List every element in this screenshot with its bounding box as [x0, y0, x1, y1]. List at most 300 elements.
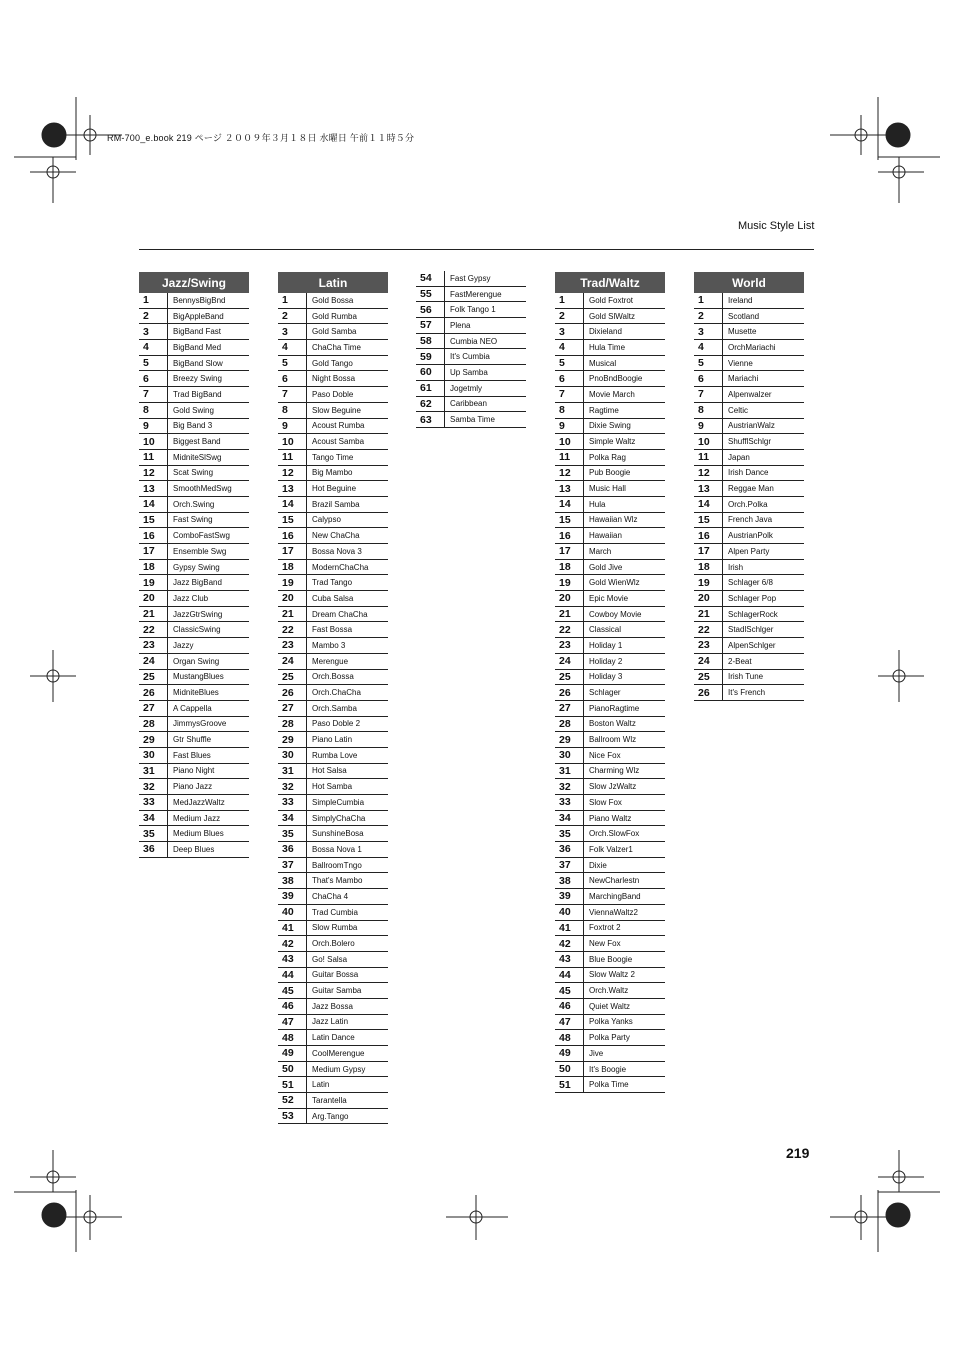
- style-name: Jive: [583, 1046, 665, 1061]
- style-name: Guitar Samba: [306, 983, 388, 998]
- style-name: Nice Fox: [583, 748, 665, 763]
- style-row: [555, 764, 665, 780]
- style-number: 58: [420, 335, 432, 348]
- style-name: Charming Wlz: [583, 764, 665, 779]
- style-number: 31: [559, 764, 571, 777]
- style-name: BennysBigBnd: [167, 293, 249, 308]
- style-name: Piano Night: [167, 764, 249, 779]
- style-row: [278, 936, 388, 952]
- style-number: 4: [143, 341, 149, 354]
- style-row: [555, 1015, 665, 1031]
- style-number: 39: [559, 890, 571, 903]
- style-number: 19: [559, 576, 571, 589]
- style-number: 22: [282, 623, 294, 636]
- style-number: 2: [143, 310, 149, 323]
- style-column-latin-continued: [416, 271, 526, 428]
- style-number: 3: [282, 325, 288, 338]
- style-row: [694, 387, 804, 403]
- style-name: Medium Jazz: [167, 811, 249, 826]
- style-number: 48: [282, 1031, 294, 1044]
- style-name: Dixieland: [583, 324, 665, 339]
- style-name: Latin: [306, 1077, 388, 1092]
- style-row: [694, 607, 804, 623]
- style-number: 61: [420, 382, 432, 395]
- style-number: 34: [143, 812, 155, 825]
- style-name: New Fox: [583, 936, 665, 951]
- style-number: 7: [143, 388, 149, 401]
- style-number: 21: [282, 608, 294, 621]
- style-row: [278, 701, 388, 717]
- style-row: [694, 591, 804, 607]
- style-number: 25: [698, 670, 710, 683]
- style-number: 12: [559, 466, 571, 479]
- style-number: 20: [143, 592, 155, 605]
- style-number: 9: [282, 419, 288, 432]
- style-name: Go! Salsa: [306, 952, 388, 967]
- style-name: Ragtime: [583, 403, 665, 418]
- style-row: [555, 1046, 665, 1062]
- style-name: Calypso: [306, 513, 388, 528]
- style-name: Brazil Samba: [306, 497, 388, 512]
- style-number: 8: [698, 404, 704, 417]
- style-row: [139, 309, 249, 325]
- style-number: 22: [143, 623, 155, 636]
- style-number: 15: [698, 513, 710, 526]
- style-number: 34: [559, 812, 571, 825]
- style-name: Fast Blues: [167, 748, 249, 763]
- style-name: Piano Jazz: [167, 779, 249, 794]
- style-name: Paso Doble: [306, 387, 388, 402]
- style-row: [555, 701, 665, 717]
- style-row: [278, 717, 388, 733]
- style-number: 6: [698, 372, 704, 385]
- section-title: Music Style List: [738, 220, 815, 232]
- style-name: Gold Samba: [306, 324, 388, 339]
- style-number: 1: [559, 294, 565, 307]
- style-row: [555, 1077, 665, 1093]
- style-row: [139, 324, 249, 340]
- style-name: Orch.Swing: [167, 497, 249, 512]
- style-row: [139, 701, 249, 717]
- style-number: 3: [698, 325, 704, 338]
- style-row: [555, 419, 665, 435]
- style-name: Bossa Nova 3: [306, 544, 388, 559]
- style-row: [694, 685, 804, 701]
- style-row: [555, 873, 665, 889]
- style-number: 57: [420, 319, 432, 332]
- style-row: [139, 779, 249, 795]
- style-row: [139, 795, 249, 811]
- style-number: 1: [282, 294, 288, 307]
- style-number: 20: [282, 592, 294, 605]
- style-row: [278, 622, 388, 638]
- style-name: PnoBndBoogie: [583, 371, 665, 386]
- style-name: Jazzy: [167, 638, 249, 653]
- style-name: Schlager: [583, 685, 665, 700]
- style-row: [555, 403, 665, 419]
- style-name: Ensemble Swg: [167, 544, 249, 559]
- style-row: [694, 403, 804, 419]
- style-name: Arg.Tango: [306, 1109, 388, 1124]
- header-rule: [139, 249, 814, 250]
- style-number: 55: [420, 288, 432, 301]
- style-name: SimplyChaCha: [306, 811, 388, 826]
- style-number: 7: [282, 388, 288, 401]
- style-row: [139, 764, 249, 780]
- style-row: [555, 717, 665, 733]
- style-number: 7: [559, 388, 565, 401]
- style-number: 23: [698, 639, 710, 652]
- style-row: [278, 1093, 388, 1109]
- style-row: [555, 387, 665, 403]
- style-number: 24: [559, 655, 571, 668]
- style-number: 27: [559, 702, 571, 715]
- style-number: 59: [420, 350, 432, 363]
- style-row: [278, 685, 388, 701]
- style-number: 24: [143, 655, 155, 668]
- style-number: 17: [559, 545, 571, 558]
- style-number: 47: [282, 1015, 294, 1028]
- style-name: Ireland: [722, 293, 804, 308]
- style-number: 14: [282, 498, 294, 511]
- style-name: French Java: [722, 513, 804, 528]
- style-row: [694, 544, 804, 560]
- style-row: [278, 309, 388, 325]
- style-number: 36: [282, 843, 294, 856]
- style-name: Fast Gypsy: [444, 271, 526, 286]
- style-row: [555, 1062, 665, 1078]
- style-name: Orch.Bossa: [306, 670, 388, 685]
- style-number: 26: [698, 686, 710, 699]
- style-row: [555, 905, 665, 921]
- style-name: SunshineBosa: [306, 826, 388, 841]
- style-number: 18: [143, 561, 155, 574]
- style-number: 26: [143, 686, 155, 699]
- style-number: 17: [143, 545, 155, 558]
- style-row: [278, 591, 388, 607]
- column-header: Latin: [278, 272, 388, 293]
- style-number: 43: [282, 953, 294, 966]
- style-row: [416, 302, 526, 318]
- style-row: [555, 936, 665, 952]
- style-number: 33: [559, 796, 571, 809]
- style-row: [694, 340, 804, 356]
- style-name: Dixie Swing: [583, 419, 665, 434]
- style-name: Folk Valzer1: [583, 842, 665, 857]
- style-number: 5: [143, 357, 149, 370]
- style-name: Samba Time: [444, 412, 526, 427]
- style-number: 42: [559, 937, 571, 950]
- style-name: BigBand Med: [167, 340, 249, 355]
- style-name: Trad Tango: [306, 575, 388, 590]
- style-name: CoolMerengue: [306, 1046, 388, 1061]
- style-name: Music Hall: [583, 481, 665, 496]
- style-row: [139, 607, 249, 623]
- style-name: Acoust Samba: [306, 434, 388, 449]
- style-number: 7: [698, 388, 704, 401]
- style-row: [555, 842, 665, 858]
- style-name: Slow Beguine: [306, 403, 388, 418]
- style-name: Boston Waltz: [583, 717, 665, 732]
- style-name: Gold SlWaltz: [583, 309, 665, 324]
- style-row: [694, 466, 804, 482]
- style-name: Gypsy Swing: [167, 560, 249, 575]
- style-row: [555, 811, 665, 827]
- style-number: 21: [698, 608, 710, 621]
- style-row: [278, 387, 388, 403]
- style-row: [139, 450, 249, 466]
- style-row: [555, 340, 665, 356]
- style-name: NewCharlestn: [583, 873, 665, 888]
- style-number: 38: [559, 874, 571, 887]
- style-number: 2: [698, 310, 704, 323]
- style-row: [555, 858, 665, 874]
- style-row: [694, 497, 804, 513]
- style-number: 24: [282, 655, 294, 668]
- style-name: Orch.Bolero: [306, 936, 388, 951]
- style-name: Gold Bossa: [306, 293, 388, 308]
- style-number: 18: [559, 561, 571, 574]
- style-number: 49: [282, 1047, 294, 1060]
- style-row: [278, 293, 388, 309]
- style-name: BigAppleBand: [167, 309, 249, 324]
- style-number: 39: [282, 890, 294, 903]
- style-number: 14: [143, 498, 155, 511]
- style-name: Hula Time: [583, 340, 665, 355]
- style-row: [694, 638, 804, 654]
- style-name: Irish Tune: [722, 670, 804, 685]
- style-name: Rumba Love: [306, 748, 388, 763]
- style-name: Slow Rumba: [306, 921, 388, 936]
- style-name: Epic Movie: [583, 591, 665, 606]
- style-row: [278, 638, 388, 654]
- style-number: 12: [143, 466, 155, 479]
- style-number: 51: [282, 1078, 294, 1091]
- style-number: 38: [282, 874, 294, 887]
- style-row: [694, 293, 804, 309]
- style-row: [278, 842, 388, 858]
- style-row: [139, 560, 249, 576]
- style-number: 1: [698, 294, 704, 307]
- style-name: MustangBlues: [167, 670, 249, 685]
- style-row: [278, 983, 388, 999]
- style-row: [278, 748, 388, 764]
- style-name: Musical: [583, 356, 665, 371]
- style-row: [555, 324, 665, 340]
- style-name: ModernChaCha: [306, 560, 388, 575]
- style-row: [278, 921, 388, 937]
- style-name: SmoothMedSwg: [167, 481, 249, 496]
- style-name: Slow JzWaltz: [583, 779, 665, 794]
- style-number: 63: [420, 413, 432, 426]
- style-row: [139, 293, 249, 309]
- style-number: 44: [559, 968, 571, 981]
- style-number: 35: [559, 827, 571, 840]
- style-name: Orch.Waltz: [583, 983, 665, 998]
- style-column-trad-waltz: [555, 272, 665, 1093]
- style-name: BigBand Fast: [167, 324, 249, 339]
- style-number: 46: [282, 1000, 294, 1013]
- style-name: SchlagerRock: [722, 607, 804, 622]
- style-row: [555, 826, 665, 842]
- style-number: 13: [559, 482, 571, 495]
- style-number: 10: [282, 435, 294, 448]
- style-name: Gold Rumba: [306, 309, 388, 324]
- style-name: Hot Samba: [306, 779, 388, 794]
- style-number: 11: [282, 451, 294, 464]
- style-number: 33: [143, 796, 155, 809]
- style-name: Biggest Band: [167, 434, 249, 449]
- style-name: Schlager 6/8: [722, 575, 804, 590]
- style-row: [139, 732, 249, 748]
- style-number: 36: [559, 843, 571, 856]
- style-row: [555, 293, 665, 309]
- style-number: 2: [282, 310, 288, 323]
- style-name: Schlager Pop: [722, 591, 804, 606]
- style-number: 5: [559, 357, 565, 370]
- style-name: Big Mambo: [306, 466, 388, 481]
- style-name: Musette: [722, 324, 804, 339]
- style-row: [278, 560, 388, 576]
- style-row: [278, 1077, 388, 1093]
- style-row: [139, 811, 249, 827]
- style-row: [694, 528, 804, 544]
- style-name: Polka Rag: [583, 450, 665, 465]
- style-row: [278, 873, 388, 889]
- style-number: 8: [143, 404, 149, 417]
- style-name: Fast Swing: [167, 513, 249, 528]
- style-row: [139, 622, 249, 638]
- style-row: [555, 889, 665, 905]
- style-row: [139, 826, 249, 842]
- style-name: MidniteSlSwg: [167, 450, 249, 465]
- style-name: Piano Waltz: [583, 811, 665, 826]
- style-row: [278, 732, 388, 748]
- style-name: Gold Foxtrot: [583, 293, 665, 308]
- style-name: Jazz Bossa: [306, 999, 388, 1014]
- style-row: [694, 309, 804, 325]
- style-number: 26: [559, 686, 571, 699]
- style-number: 16: [143, 529, 155, 542]
- style-name: Quiet Waltz: [583, 999, 665, 1014]
- style-row: [555, 654, 665, 670]
- style-name: March: [583, 544, 665, 559]
- style-row: [278, 795, 388, 811]
- style-row: [139, 685, 249, 701]
- style-number: 51: [559, 1078, 571, 1091]
- style-number: 30: [282, 749, 294, 762]
- style-row: [694, 654, 804, 670]
- style-number: 29: [282, 733, 294, 746]
- style-row: [278, 968, 388, 984]
- style-number: 6: [559, 372, 565, 385]
- style-number: 12: [282, 466, 294, 479]
- style-row: [694, 670, 804, 686]
- style-name: Hula: [583, 497, 665, 512]
- style-name: BigBand Slow: [167, 356, 249, 371]
- style-name: Mariachi: [722, 371, 804, 386]
- style-number: 23: [559, 639, 571, 652]
- style-number: 11: [143, 451, 155, 464]
- style-name: Trad Cumbia: [306, 905, 388, 920]
- style-name: OrchMariachi: [722, 340, 804, 355]
- style-row: [139, 434, 249, 450]
- style-row: [555, 795, 665, 811]
- style-name: ClassicSwing: [167, 622, 249, 637]
- style-number: 23: [282, 639, 294, 652]
- style-number: 13: [698, 482, 710, 495]
- style-name: A Cappella: [167, 701, 249, 716]
- style-name: Hot Beguine: [306, 481, 388, 496]
- style-number: 27: [282, 702, 294, 715]
- style-row: [139, 403, 249, 419]
- style-name: Celtic: [722, 403, 804, 418]
- style-number: 31: [282, 764, 294, 777]
- style-name: Bossa Nova 1: [306, 842, 388, 857]
- style-name: Gold WienWlz: [583, 575, 665, 590]
- style-name: Scotland: [722, 309, 804, 324]
- style-number: 20: [698, 592, 710, 605]
- style-number: 56: [420, 303, 432, 316]
- style-name: Polka Time: [583, 1077, 665, 1092]
- style-number: 45: [559, 984, 571, 997]
- style-name: Classical: [583, 622, 665, 637]
- style-name: BallroomTngo: [306, 858, 388, 873]
- style-name: Night Bossa: [306, 371, 388, 386]
- style-row: [278, 1046, 388, 1062]
- style-number: 13: [282, 482, 294, 495]
- style-number: 33: [282, 796, 294, 809]
- style-row: [139, 419, 249, 435]
- style-name: JimmysGroove: [167, 717, 249, 732]
- style-name: MedJazzWaltz: [167, 795, 249, 810]
- style-row: [555, 497, 665, 513]
- style-row: [694, 324, 804, 340]
- style-row: [555, 685, 665, 701]
- style-name: It's French: [722, 685, 804, 700]
- style-name: MarchingBand: [583, 889, 665, 904]
- style-name: Simple Waltz: [583, 434, 665, 449]
- style-name: Dream ChaCha: [306, 607, 388, 622]
- style-number: 27: [143, 702, 155, 715]
- style-row: [555, 481, 665, 497]
- style-row: [555, 1030, 665, 1046]
- style-row: [555, 575, 665, 591]
- style-number: 15: [282, 513, 294, 526]
- style-row: [555, 528, 665, 544]
- style-number: 47: [559, 1015, 571, 1028]
- style-number: 10: [559, 435, 571, 448]
- style-number: 44: [282, 968, 294, 981]
- style-row: [555, 450, 665, 466]
- style-row: [278, 324, 388, 340]
- style-row: [278, 528, 388, 544]
- style-row: [416, 412, 526, 428]
- style-number: 4: [698, 341, 704, 354]
- style-row: [139, 842, 249, 858]
- style-name: ShufflSchlgr: [722, 434, 804, 449]
- style-number: 5: [698, 357, 704, 370]
- style-row: [555, 622, 665, 638]
- style-row: [694, 434, 804, 450]
- style-row: [139, 591, 249, 607]
- style-number: 30: [559, 749, 571, 762]
- style-name: PianoRagtime: [583, 701, 665, 716]
- style-row: [416, 349, 526, 365]
- style-row: [278, 826, 388, 842]
- style-row: [139, 513, 249, 529]
- style-name: Fast Bossa: [306, 622, 388, 637]
